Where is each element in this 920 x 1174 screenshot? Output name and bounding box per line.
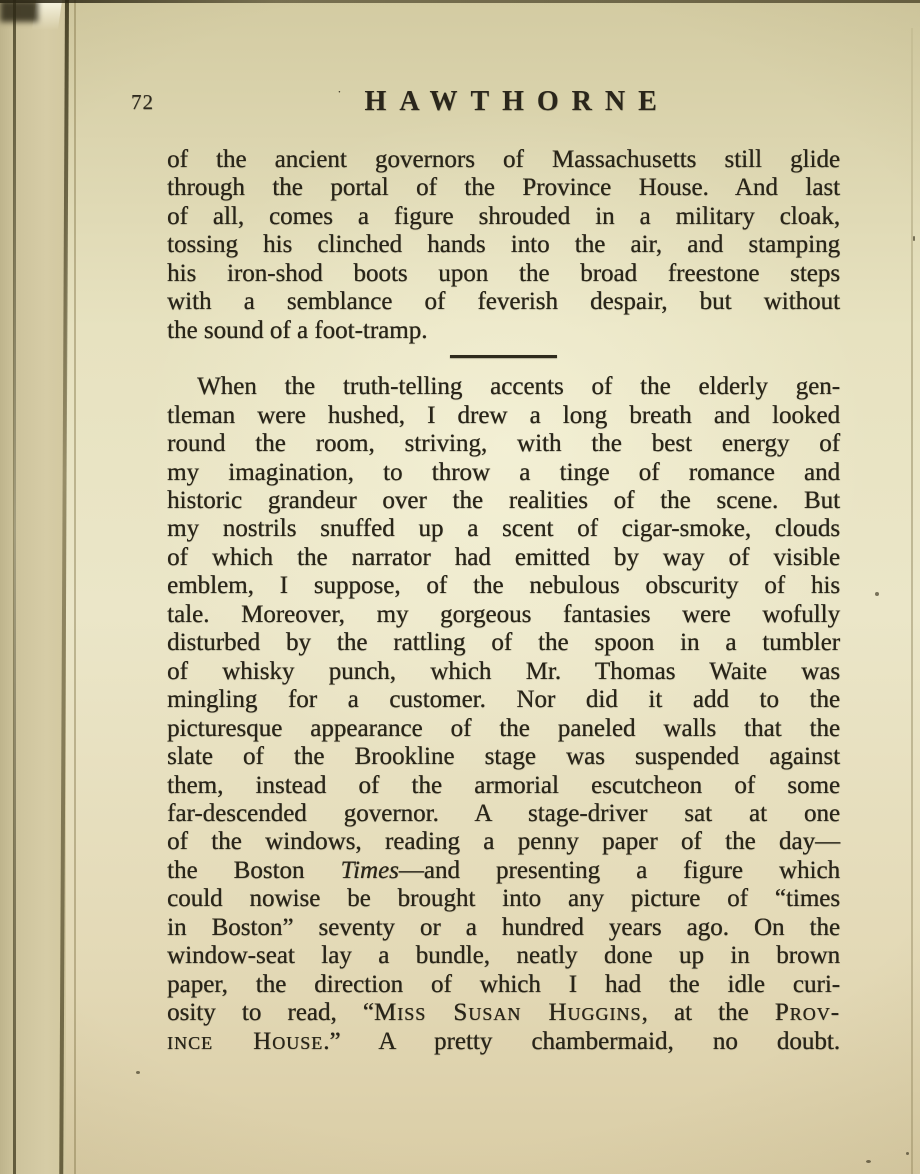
text-line xyxy=(167,288,840,316)
body-text: disturbed by the rattling of the spoon in a tumbler xyxy=(167,629,840,657)
text-line xyxy=(167,203,840,231)
body-text: my imagination, to throw a tinge of romance and xyxy=(167,458,840,486)
text-line xyxy=(167,629,840,657)
body-text: could nowise be brought into any picture of “times xyxy=(167,885,840,913)
body-text: historic grandeur over the realities of the scene. But xyxy=(167,486,840,514)
page-right-edge-crease xyxy=(911,28,913,1174)
text-line xyxy=(167,402,840,430)
body-text: window-seat lay a bundle, neatly done up in brown xyxy=(167,942,840,970)
body-text: of the ancient governors of Massachusetts still glide xyxy=(167,146,840,173)
text-line xyxy=(167,686,840,714)
ink-speck xyxy=(866,1160,871,1163)
text-line xyxy=(167,515,840,543)
book-page-edge-line xyxy=(74,0,76,1174)
body-text: tleman were hushed, I drew a long breath and looked xyxy=(167,401,840,429)
text-line xyxy=(167,658,840,686)
small-caps-text: Miss Susan Huggins xyxy=(373,999,642,1027)
text-line xyxy=(167,317,840,345)
book-page-edge-band xyxy=(0,0,14,1174)
text-line xyxy=(167,885,840,913)
text-line xyxy=(167,715,840,743)
text-line xyxy=(167,544,840,572)
body-text: —and presenting a figure which xyxy=(398,856,840,884)
text-line xyxy=(167,146,840,174)
text-line xyxy=(167,914,840,942)
body-text: .” A pretty chambermaid, no doubt. xyxy=(323,1027,840,1055)
text-line xyxy=(167,231,840,259)
text-line xyxy=(167,601,840,629)
text-line xyxy=(167,772,840,800)
text-line xyxy=(167,430,840,458)
text-line xyxy=(167,942,840,970)
ink-speck xyxy=(913,236,915,241)
body-text: through the portal of the Province House. And last xyxy=(167,174,840,202)
text-line xyxy=(167,572,840,600)
page-title: HAWTHORNE xyxy=(364,86,670,117)
body-text: far-descended governor. A stage-driver sat at one xyxy=(167,799,840,827)
body-text: his iron-shod boots upon the broad freestone steps xyxy=(167,259,840,287)
body-text: tale. Moreover, my gorgeous fantasies were wofully xyxy=(167,600,840,628)
small-caps-text: ince House xyxy=(167,1027,324,1055)
body-text: of whisky punch, which Mr. Thomas Waite was xyxy=(167,657,840,685)
paragraph-1 xyxy=(167,146,840,345)
paragraph-2 xyxy=(167,373,840,1056)
body-text: mingling for a customer. Nor did it add to the xyxy=(167,686,840,714)
body-text: with a semblance of feverish despair, but without xyxy=(167,288,840,316)
ink-speck xyxy=(136,1071,140,1074)
running-head xyxy=(167,84,840,118)
body-text: emblem, I suppose, of the nebulous obscurity of his xyxy=(167,572,840,600)
text-line xyxy=(167,260,840,288)
text-line xyxy=(167,373,840,401)
text-line xyxy=(167,459,840,487)
text-line xyxy=(167,999,840,1027)
body-text: of all, comes a figure shrouded in a military cloak, xyxy=(167,202,840,230)
italic-text: Times xyxy=(340,856,399,884)
body-text: my nostrils snuffed up a scent of cigar-smoke, clouds xyxy=(167,515,840,543)
body-text: paper, the direction of which I had the idle curi- xyxy=(167,970,840,998)
body-text: osity to read, “ xyxy=(167,999,374,1027)
body-text: of the windows, reading a penny paper of the day— xyxy=(167,828,840,856)
body-text: slate of the Brookline stage was suspended against xyxy=(167,743,840,771)
body-text: the Boston xyxy=(167,856,341,884)
text-line xyxy=(167,174,840,202)
book-page-edge-band xyxy=(16,0,66,1174)
body-text: tossing his clinched hands into the air, and stamping xyxy=(167,231,840,259)
ink-speck xyxy=(875,592,879,596)
text-line xyxy=(167,487,840,515)
text-line xyxy=(167,857,840,885)
title-mark: · xyxy=(337,84,342,99)
ink-speck xyxy=(906,1152,909,1155)
body-text: the sound of a foot-tramp. xyxy=(167,316,428,344)
body-text: , at the xyxy=(641,999,775,1027)
photo-top-edge xyxy=(0,0,920,3)
text-block xyxy=(167,146,840,1056)
text-line xyxy=(167,743,840,771)
text-line xyxy=(167,828,840,856)
photo-corner-shadow xyxy=(0,0,38,22)
text-line xyxy=(167,800,840,828)
body-text: picturesque appearance of the paneled walls that the xyxy=(167,714,840,742)
body-text: When the truth-telling accents of the elderly gen- xyxy=(197,373,840,401)
text-line xyxy=(167,971,840,999)
body-text: round the room, striving, with the best energy of xyxy=(167,430,840,458)
small-caps-text: Prov- xyxy=(774,999,840,1027)
body-text: of which the narrator had emitted by way of visible xyxy=(167,543,840,571)
page-number: 72 xyxy=(131,90,154,114)
section-separator-rule xyxy=(450,355,557,358)
body-text: them, instead of the armorial escutcheon of some xyxy=(167,771,840,799)
body-text: in Boston” seventy or a hundred years ago. On the xyxy=(167,913,840,941)
text-line xyxy=(167,1028,840,1056)
